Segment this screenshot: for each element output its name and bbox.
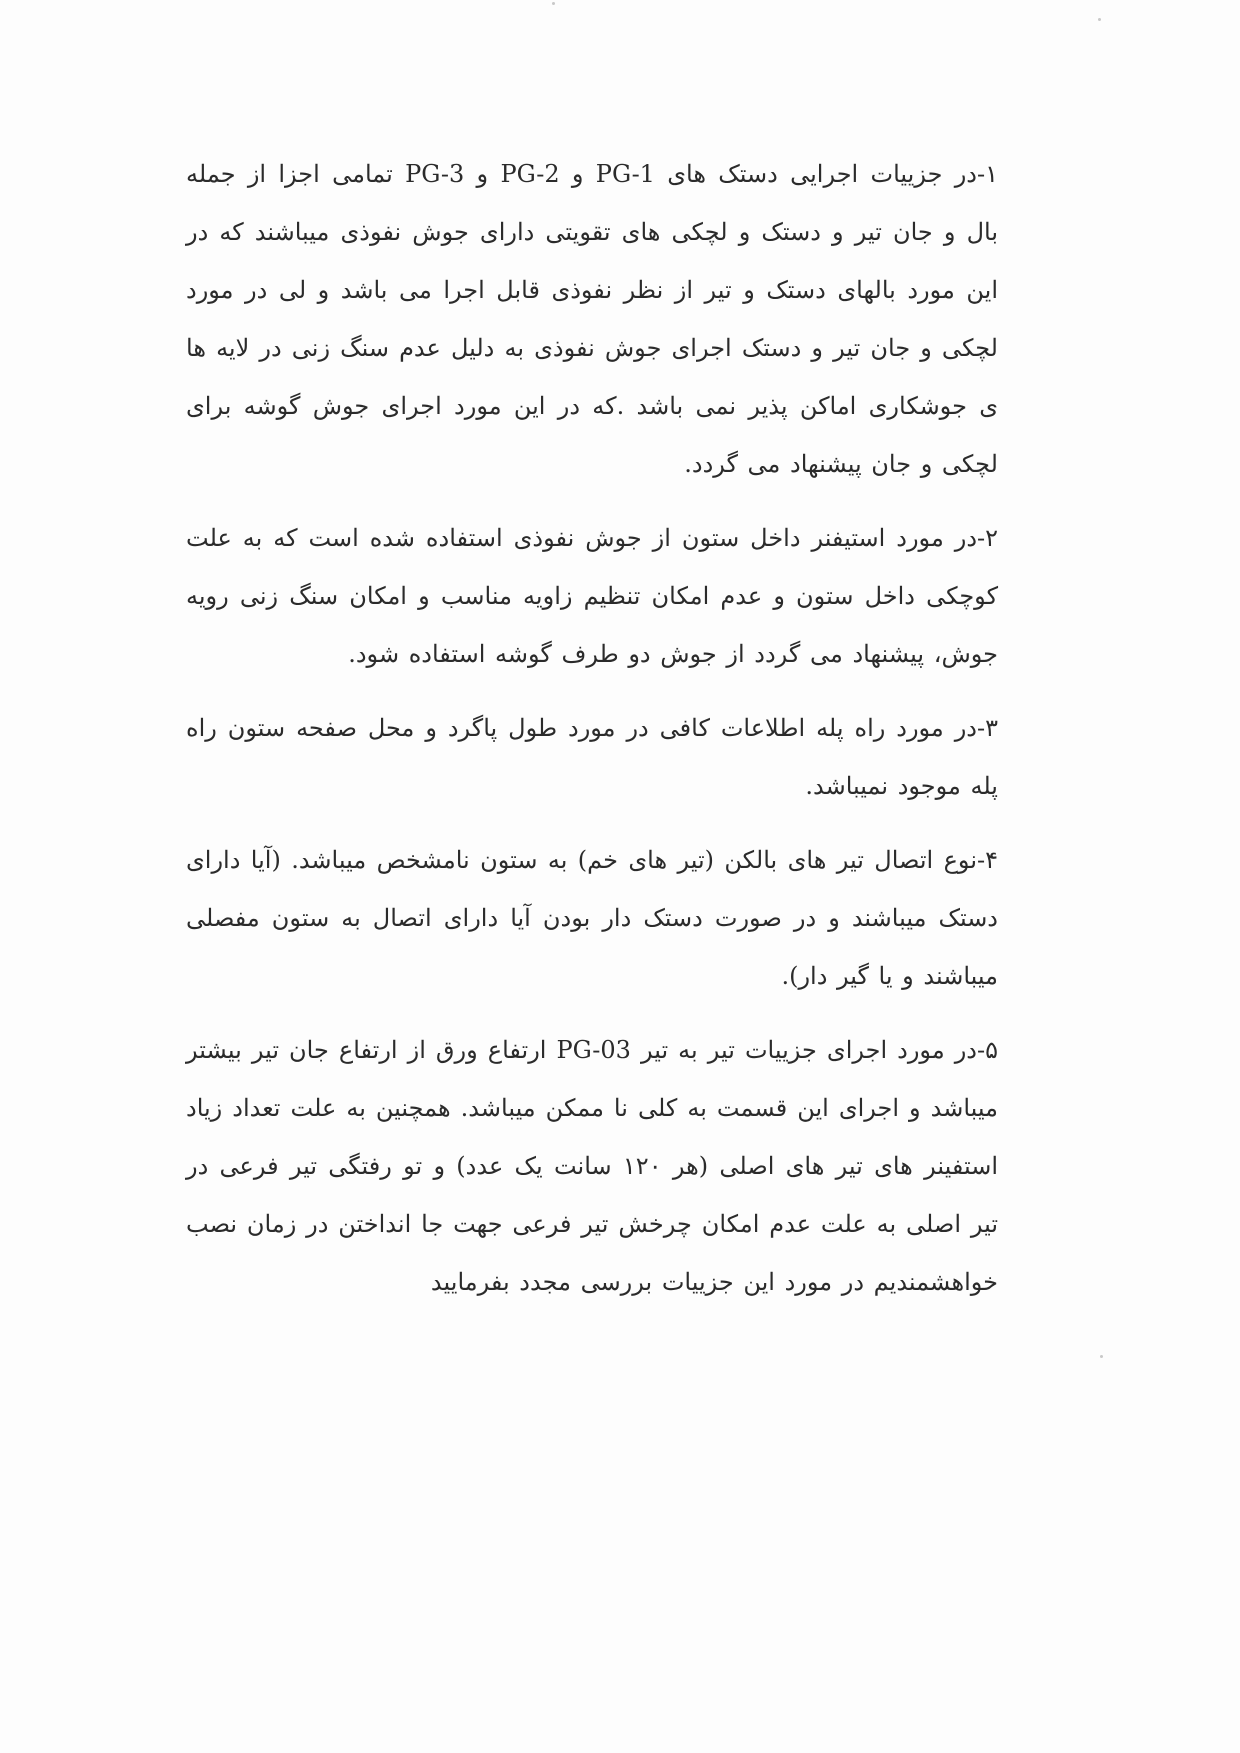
paragraph-3: ۳-در مورد راه پله اطلاعات کافی در مورد طول پاگرد و محل صفحه ستون راه پله موجود نمیباشد. (186, 714, 998, 800)
scan-speck (1100, 1355, 1103, 1358)
paragraph-4: ۴-نوع اتصال تیر های بالکن (تیر های خم) به ستون نامشخص میباشد. (آیا دارای دستک میباشند و در صورت دستک دار بودن آیا دارای اتصال به ستون مفصلی میباشند و یا گیر دار). (186, 846, 998, 990)
document-body (186, 145, 998, 1327)
paragraph-5: ۵-در مورد اجرای جزییات تیر به تیر PG-03 ارتفاع ورق از ارتفاع جان تیر بیشتر میباشد و اجرای این قسمت به کلی نا ممکن میباشد. همچنین به علت تعداد زیاد استفینر های تیر های اصلی (هر ۱۲۰ سانت یک عدد) و تو رفتگی تیر فرعی در تیر اصلی به علت عدم امکان چرخش تیر فرعی جهت جا انداختن در زمان نصب خواهشمندیم در مورد این جزییات بررسی مجدد بفرمایید (186, 1036, 999, 1296)
paragraph-1: ۱-در جزییات اجرایی دستک های PG-1 و PG-2 و PG-3 تمامی اجزا از جمله بال و جان تیر و دستک و لچکی های تقویتی دارای جوش نفوذی میباشند که در این مورد بالهای دستک و تیر از نظر نفوذی قابل اجرا می باشد و لی در مورد لچکی و جان تیر و دستک اجرای جوش نفوذی به دلیل عدم سنگ زنی در لایه ها ی جوشکاری اماکن پذیر نمی باشد .که در این مورد اجرای جوش گوشه برای لچکی و جان پیشنهاد می گردد. (186, 160, 998, 478)
scan-speck (552, 2, 555, 5)
scan-speck (1098, 18, 1101, 21)
paragraph-2: ۲-در مورد استیفنر داخل ستون از جوش نفوذی استفاده شده است که به علت کوچکی داخل ستون و عدم امکان تنظیم زاویه مناسب و امکان سنگ زنی رویه جوش، پیشنهاد می گردد از جوش دو طرف گوشه استفاده شود. (186, 524, 999, 668)
